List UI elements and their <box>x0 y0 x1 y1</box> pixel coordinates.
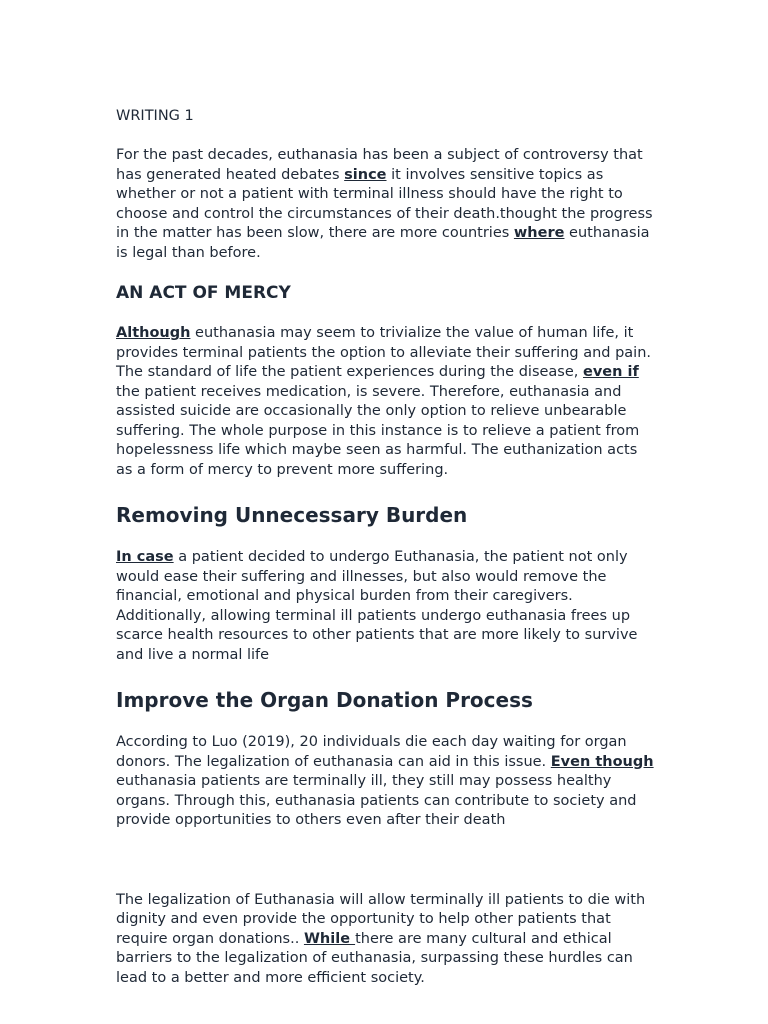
intro-text-3: euthanasia is legal than before. <box>116 225 650 261</box>
burden-paragraph <box>116 548 656 665</box>
keyword-in-case: In case <box>116 549 174 565</box>
keyword-where: where <box>513 225 565 241</box>
keyword-even-if: even if <box>583 364 639 380</box>
conclusion-paragraph <box>116 891 656 989</box>
burden-text-1: a patient decided to undergo Euthanasia, the patient not only would ease their suffering and illnesses, but also would remove the financial, emotional and physical burden from their caregivers. Additionally, allowing terminal ill patients undergo euthanasia frees up scarce health resources to other patients that are more likely to survive and live a normal life <box>116 549 638 663</box>
keyword-while: While <box>303 930 356 947</box>
intro-text-1: For the past decades, euthanasia has been a subject of controversy that has generated heated debates <box>116 147 643 183</box>
intro-text-2: it involves sensitive topics as whether or not a patient with terminal illness should have the right to choose and control the circumstances of their death.thought the progress in the matter has been slow, there are more countries <box>116 166 653 241</box>
section-heading-mercy: AN ACT OF MERCY <box>116 283 291 303</box>
document-page <box>116 106 656 988</box>
keyword-even-though: Even though <box>550 753 654 770</box>
keyword-since: since <box>344 166 387 183</box>
keyword-although: Although <box>116 325 191 341</box>
organ-text-1: According to Luo (2019), 20 individuals die each day waiting for organ donors. The legalization of euthanasia can aid in this issue. <box>116 734 627 770</box>
organ-text-2: euthanasia patients are terminally ill, they still may possess healthy organs. Through this, euthanasia patients can contribute to society and provide opportunities to others even after their death <box>116 773 637 828</box>
organ-paragraph <box>116 733 656 831</box>
conclusion-text-1: The legalization of Euthanasia will allow terminally ill patients to die with dignity and even provide the opportunity to help other patients that require organ donations.. <box>116 891 646 947</box>
mercy-paragraph <box>116 324 656 480</box>
spacer <box>116 831 656 891</box>
conclusion-text-2: there are many cultural and ethical barriers to the legalization of euthanasia, surpassing these hurdles can lead to a better and more efficient society. <box>116 930 633 986</box>
intro-paragraph <box>116 146 656 263</box>
section-heading-organ: Improve the Organ Donation Process <box>116 688 533 712</box>
mercy-text-2: the patient receives medication, is severe. Therefore, euthanasia and assisted suicide are occasionally the only option to relieve unbearable suffering. The whole purpose in this instance is to relieve a patient from hopelessness life which maybe seen as harmful. The euthanization acts as a form of mercy to prevent more suffering. <box>116 383 640 478</box>
document-title: WRITING 1 <box>116 108 194 124</box>
mercy-text-1: euthanasia may seem to trivialize the value of human life, it provides terminal patients the option to alleviate their suffering and pain. The standard of life the patient experiences during the disease, <box>116 325 652 380</box>
section-heading-burden: Removing Unnecessary Burden <box>116 503 468 527</box>
